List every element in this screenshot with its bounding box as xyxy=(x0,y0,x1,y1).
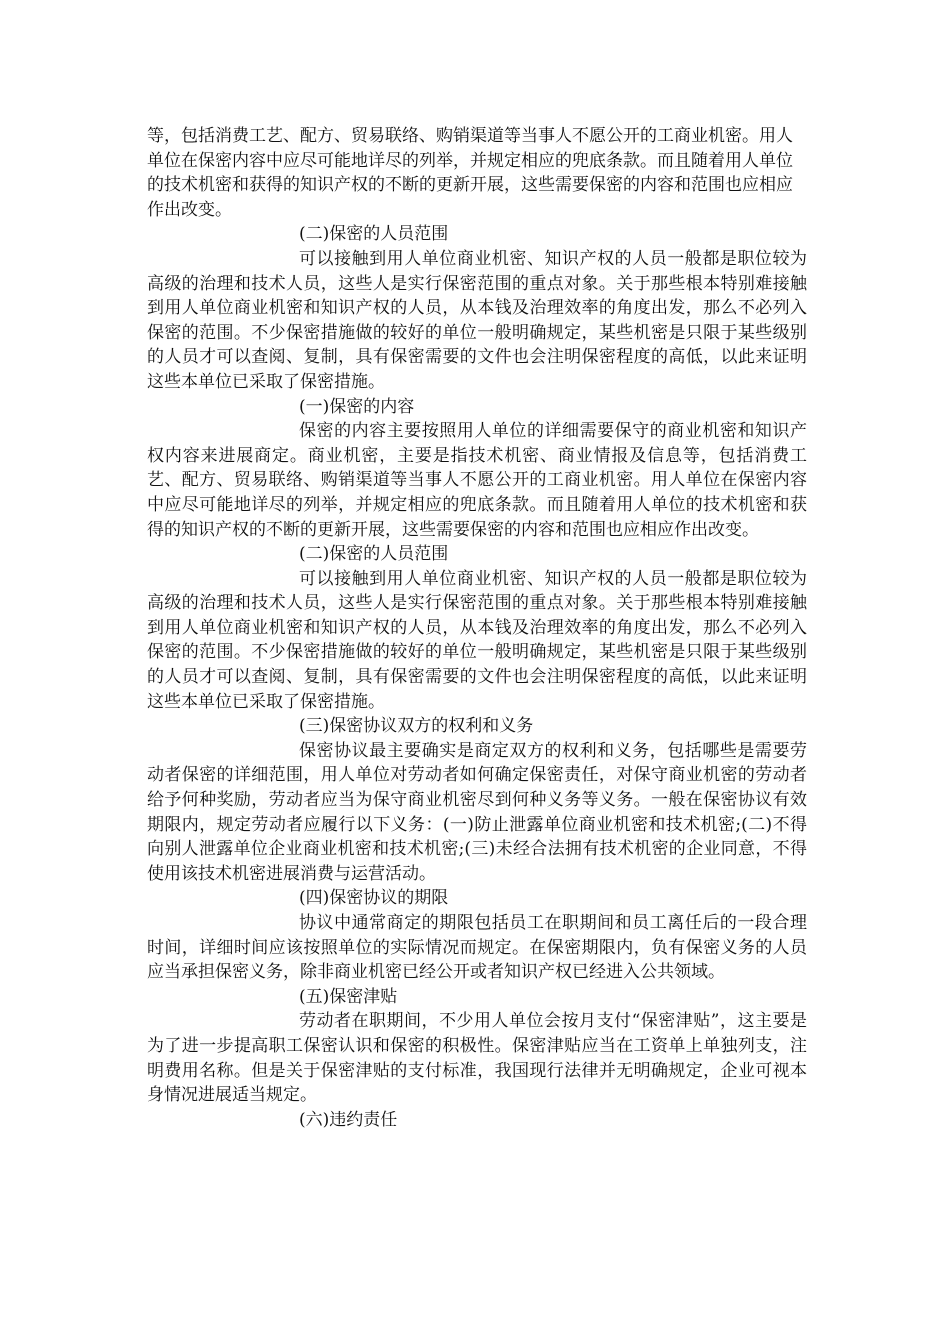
section-heading: (二)保密的人员范围 xyxy=(299,544,449,565)
paragraph: 协议中通常商定的期限包括员工在职期间和员工离任后的一段合理时间，详细时间应该按照单位的实际情况而规定。在保密期限内，负有保密义务的人员应当承担保密义务，除非商业机密已经公开或者知识产权已经进入公共领域。 xyxy=(147,913,807,983)
paragraph: 可以接触到用人单位商业机密、知识产权的人员一般都是职位较为高级的治理和技术人员，这些人是实行保密范围的重点对象。关于那些根本特别难接触到用人单位商业机密和知识产权的人员，从本钱及治理效率的角度出发，那么不必列入保密的范围。不少保密措施做的较好的单位一般明确规定，某些机密是只限于某些级别的人员才可以查阅、复制，具有保密需要的文件也会注明保密程度的高低，以此来证明这些本单位已采取了保密措施。 xyxy=(147,248,807,392)
paragraph: 保密的内容主要按照用人单位的详细需要保守的商业机密和知识产权内容来进展商定。商业机密，主要是指技术机密、商业情报及信息等，包括消费工艺、配方、贸易联络、购销渠道等当事人不愿公开的工商业机密。用人单位在保密内容中应尽可能地详尽的列举，并规定相应的兜底条款。而且随着用人单位的技术机密和获得的知识产权的不断的更新开展，这些需要保密的内容和范围也应相应作出改变。 xyxy=(147,421,807,540)
paragraph: 劳动者在职期间，不少用人单位会按月支付“保密津贴”，这主要是为了进一步提高职工保密认识和保密的积极性。保密津贴应当在工资单上单独列支，注明费用名称。但是关于保密津贴的支付标准，我国现行法律并无明确规定，企业可视本身情况进展适当规定。 xyxy=(147,1011,807,1106)
section-heading: (四)保密协议的期限 xyxy=(299,888,449,909)
document-page xyxy=(147,124,807,1132)
paragraph: 保密协议最主要确实是商定双方的权利和义务，包括哪些是需要劳动者保密的详细范围，用人单位对劳动者如何确定保密责任，对保守商业机密的劳动者给予何种奖励，劳动者应当为保守商业机密尽到何种义务等义务。一般在保密协议有效期限内，规定劳动者应履行以下义务：(一)防止泄露单位商业机密和技术机密;(二)不得向别人泄露单位企业商业机密和技术机密;(三)未经合法拥有技术机密的企业同意，不得使用该技术机密进展消费与运营活动。 xyxy=(147,740,807,884)
section-heading: (三)保密协议双方的权利和义务 xyxy=(299,716,534,737)
section-heading: (六)违约责任 xyxy=(299,1109,398,1130)
paragraph-continued: 等，包括消费工艺、配方、贸易联络、购销渠道等当事人不愿公开的工商业机密。用人单位在保密内容中应尽可能地详尽的列举，并规定相应的兜底条款。而且随着用人单位的技术机密和获得的知识产权的不断的更新开展，这些需要保密的内容和范围也应相应作出改变。 xyxy=(147,126,793,220)
section-heading: (五)保密津贴 xyxy=(299,986,398,1007)
paragraph: 可以接触到用人单位商业机密、知识产权的人员一般都是职位较为高级的治理和技术人员，这些人是实行保密范围的重点对象。关于那些根本特别难接触到用人单位商业机密和知识产权的人员，从本钱及治理效率的角度出发，那么不必列入保密的范围。不少保密措施做的较好的单位一般明确规定，某些机密是只限于某些级别的人员才可以查阅、复制，具有保密需要的文件也会注明保密程度的高低，以此来证明这些本单位已采取了保密措施。 xyxy=(147,568,807,712)
section-heading: (二)保密的人员范围 xyxy=(299,224,449,245)
section-heading: (一)保密的内容 xyxy=(299,396,415,417)
